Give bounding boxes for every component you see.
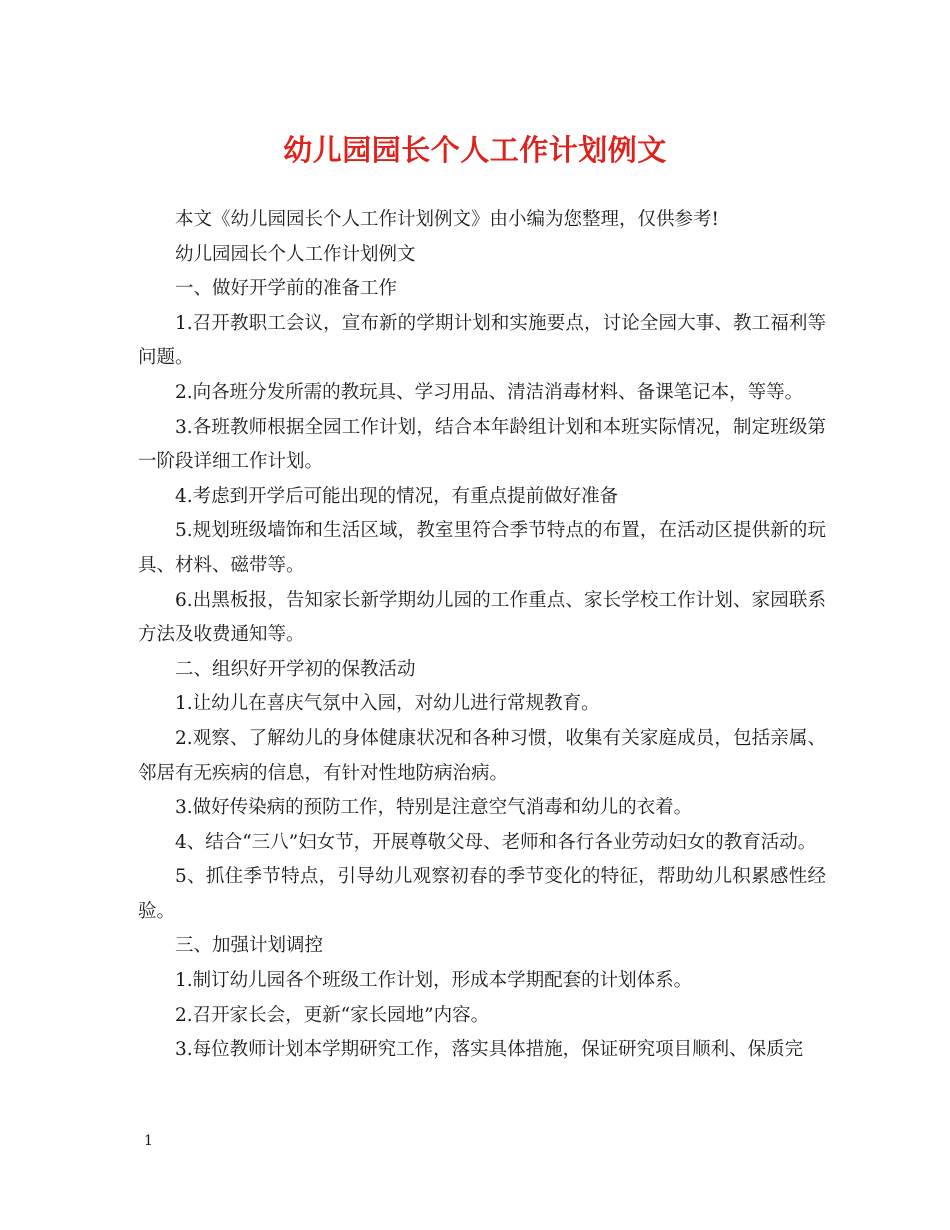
paragraph-intro: 本文《幼儿园园长个人工作计划例文》由小编为您整理，仅供参考!: [175, 209, 719, 230]
page-number: 1: [144, 1133, 153, 1149]
list-item: 1.召开教职工会议，宣布新的学期计划和实施要点，讨论全园大事、教工福利等问题。: [138, 312, 826, 369]
list-item: 3.各班教师根据全园工作计划，结合本年龄组计划和本班实际情况，制定班级第一阶段详细工作计划。: [138, 416, 826, 473]
list-item: 5、抓住季节特点，引导幼儿观察初春的季节变化的特征，帮助幼儿积累感性经验。: [138, 866, 826, 922]
list-item: 1.让幼儿在喜庆气氛中入园，对幼儿进行常规教育。: [175, 693, 600, 715]
section-heading-1: 一、做好开学前的准备工作: [175, 278, 398, 300]
paragraph-subtitle: 幼儿园园长个人工作计划例文: [175, 243, 416, 265]
list-item: 6.出黑板报，告知家长新学期幼儿园的工作重点、家长学校工作计划、家园联系方法及收费通知等。: [138, 589, 826, 646]
document-title: 幼儿园园长个人工作计划例文: [283, 133, 667, 167]
list-item: 1.制订幼儿园各个班级工作计划，形成本学期配套的计划体系。: [175, 970, 693, 992]
section-heading-2: 二、组织好开学初的保教活动: [175, 658, 416, 680]
list-item: 4.考虑到开学后可能出现的情况，有重点提前做好准备: [175, 485, 619, 507]
list-item: 4、结合“三八”妇女节，开展尊敬父母、老师和各行各业劳动妇女的教育活动。: [175, 831, 817, 853]
list-item: 2.向各班分发所需的教玩具、学习用品、清洁消毒材料、备课笔记本，等等。: [175, 381, 804, 403]
section-heading-3: 三、加强计划调控: [175, 935, 324, 957]
list-item: 3.每位教师计划本学期研究工作，落实具体措施，保证研究项目顺利、保质完: [175, 1039, 804, 1061]
list-item: 3.做好传染病的预防工作，特别是注意空气消毒和幼儿的衣着。: [175, 797, 693, 819]
list-item: 2.召开家长会，更新“家长园地”内容。: [175, 1004, 490, 1026]
list-item: 5.规划班级墙饰和生活区域，教室里符合季节特点的布置，在活动区提供新的玩具、材料、磁带等。: [138, 520, 826, 576]
list-item: 2.观察、了解幼儿的身体健康状况和各种习惯，收集有关家庭成员，包括亲属、邻居有无疾病的信息，有针对性地防病治病。: [138, 727, 826, 784]
document-body: [138, 203, 826, 1068]
